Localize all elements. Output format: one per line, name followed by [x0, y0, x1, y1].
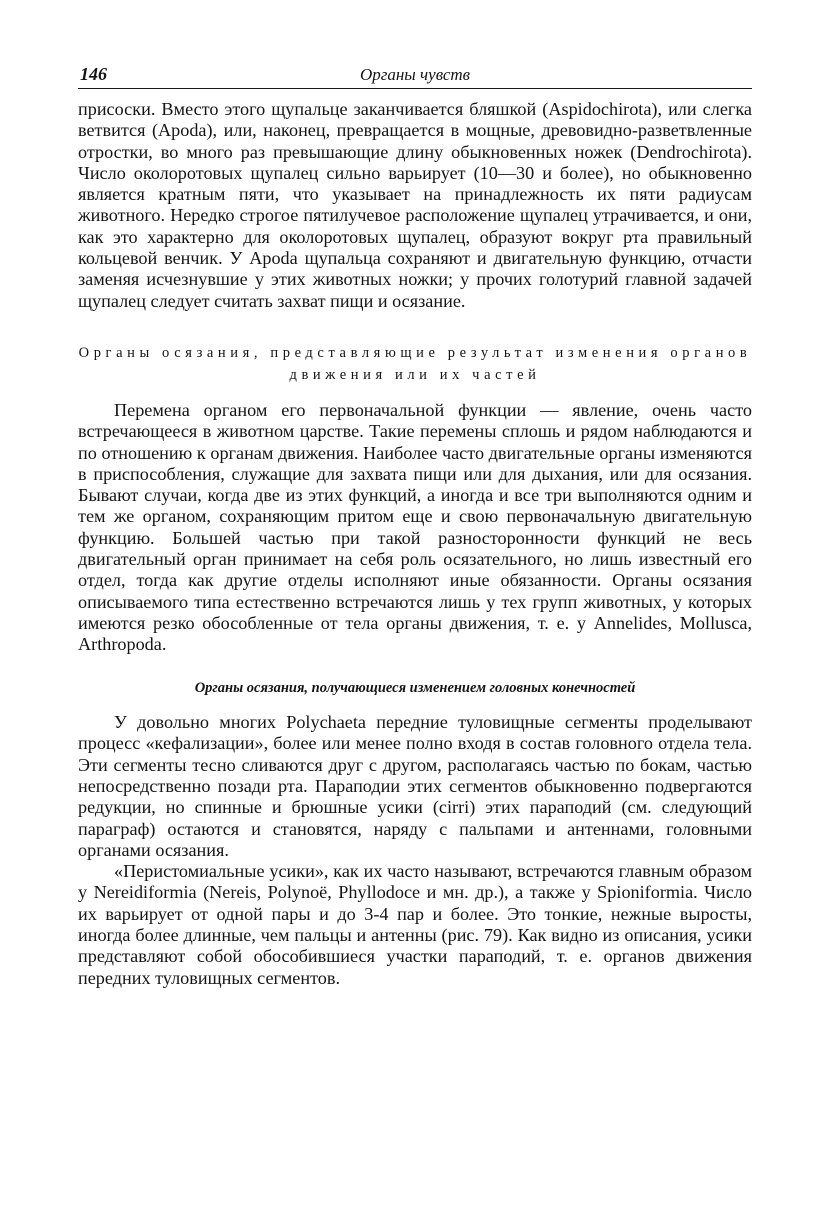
running-head: Органы чувств: [359, 65, 471, 84]
section-heading: Органы осязания, представляющие результат изменения органов движения или их частей: [78, 344, 752, 383]
paragraph-polychaeta-cephalization: У довольно многих Polychaeta передние туловищные сегменты проделывают процесс «кефализации», более или менее полно входя в состав головного отдела тела. Эти сегменты тесно сливаются друг с другом, располагаясь частью по бокам, частью непосредственно позади рта. Параподии этих сегментов обыкновенно подвергаются редукции, но спинные и брюшные усики (cirri) этих параподий (см. следующий параграф) остаются и становятся, наряду с пальпами и антеннами, головными органами осязания.: [78, 712, 752, 860]
page-number: 146: [80, 64, 107, 84]
paragraph-peristomial-cirri: «Перистомиальные усики», как их часто называют, встречаются главным образом у Nereidiformia (Nereis, Polynoë, Phyllodoce и мн. др.), а также у Spioniformia. Число их варьирует от одной пары и до 3-4 пар и более. Это тонкие, нежные выросты, иногда более длинные, чем пальцы и антенны (рис. 79). Как видно из описания, усики представляют собой обособившиеся участки параподий, т. е. органов движения передних туловищных сегментов.: [78, 861, 752, 988]
page-header: [78, 62, 752, 89]
book-page: [78, 62, 752, 989]
subsection-heading: Органы осязания, получающиеся изменением головных конечностей: [194, 679, 636, 696]
paragraph-function-change: Перемена органом его первоначальной функции — явление, очень часто встречающееся в животном царстве. Такие перемены сплошь и рядом наблюдаются и по отношению к органам движения. Наиболее часто двигательные органы изменяются в приспособления, служащие для захвата пищи или для дыхания, или для осязания. Бывают случаи, когда две из этих функций, а иногда и все три выполняются одним и тем же органом, сохраняющим притом еще и свою первоначальную двигательную функцию. Большей частью при такой разносторонности функций не весь двигательный орган принимает на себя роль осязательного, но лишь известный его отдел, тогда как другие отделы исполняют иные обязанности. Органы осязания описываемого типа естественно встречаются лишь у тех групп животных, у которых имеются резко обособленные от тела органы движения, т. е. у Annelides, Mollusca, Arthropoda.: [78, 399, 752, 655]
paragraph-holothurian-tentacles: присоски. Вместо этого щупальце заканчивается бляшкой (Aspidochirota), или слегка ветвится (Apoda), или, наконец, превращается в мощные, древовидно-разветвленные отростки, во много раз превышающие длину обыкновенных ножек (Dendrochirota). Число околоротовых щупалец сильно варьирует (10—30 и более), но обыкновенно является кратным пяти, что указывает на принадлежность их пяти радиусам животного. Нередко строгое пятилучевое расположение щупалец утрачивается, и они, как это характерно для околоротовых щупалец, образуют вокруг рта правильный кольцевой венчик. У Apoda щупальца сохраняют и двигательную функцию, отчасти заменяя исчезнувшие у этих животных ножки; у прочих голотурий главной задачей щупалец следует считать захват пищи и осязание.: [78, 99, 752, 311]
